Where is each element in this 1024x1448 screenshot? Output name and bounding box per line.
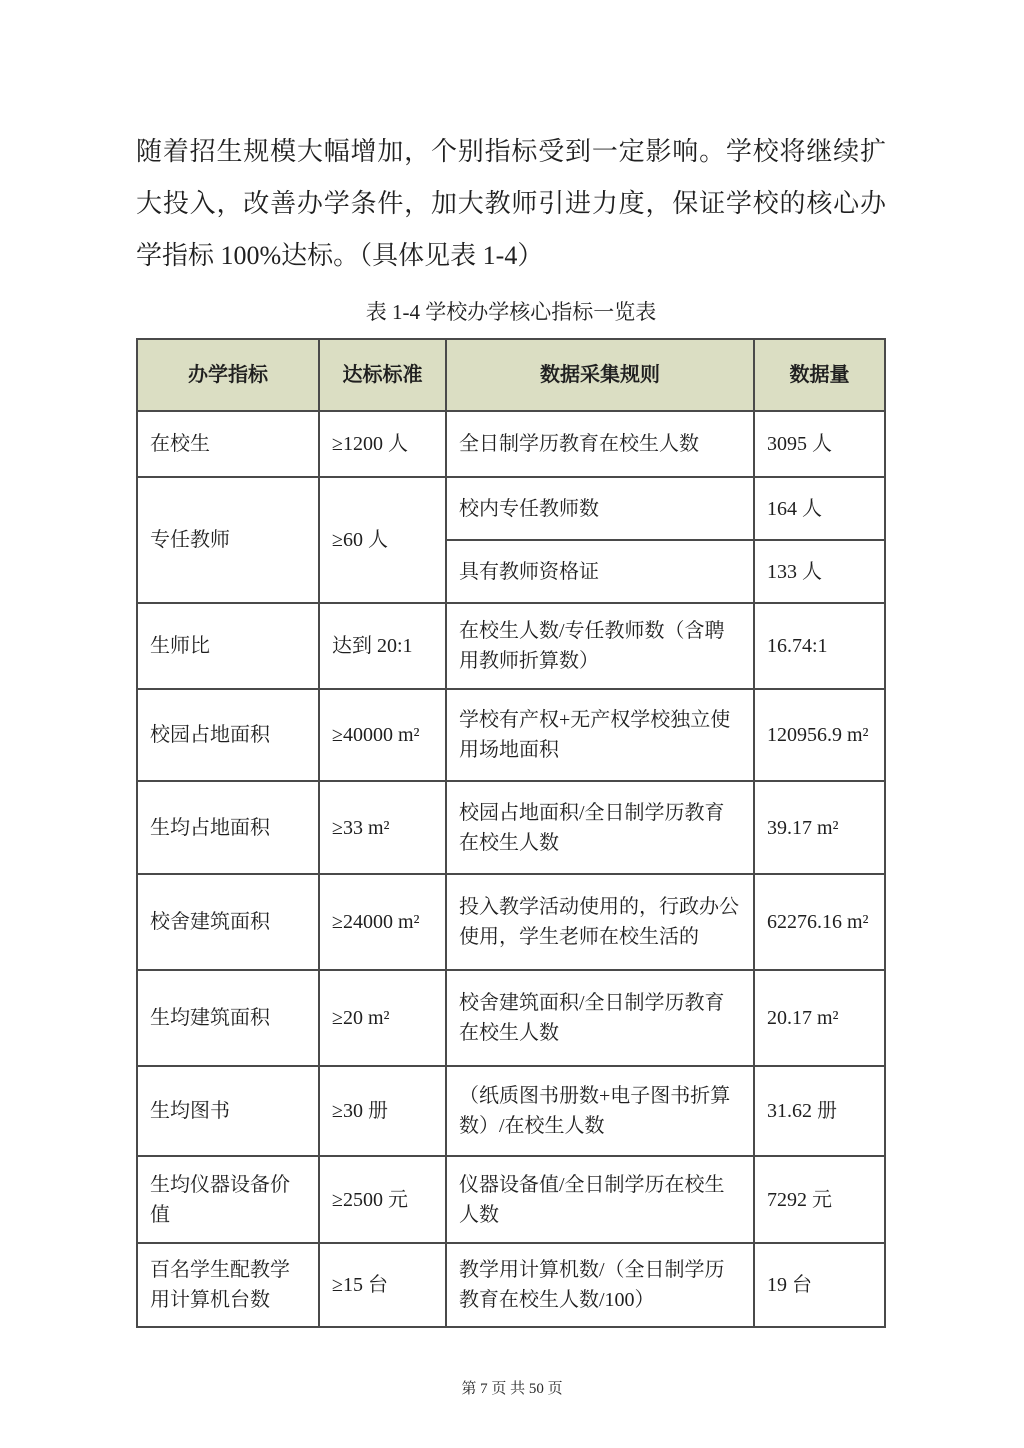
cell-value: 16.74:1 bbox=[754, 603, 885, 689]
cell-standard: ≥24000 m² bbox=[319, 874, 446, 970]
table-row bbox=[137, 970, 885, 1066]
cell-value: 20.17 m² bbox=[754, 970, 885, 1066]
table-row bbox=[137, 603, 885, 689]
cell-standard: ≥30 册 bbox=[319, 1066, 446, 1156]
cell-indicator: 百名学生配教学用计算机台数 bbox=[137, 1243, 319, 1327]
cell-rule: 具有教师资格证 bbox=[446, 540, 754, 603]
cell-indicator: 生均建筑面积 bbox=[137, 970, 319, 1066]
table-row bbox=[137, 781, 885, 874]
cell-indicator: 专任教师 bbox=[137, 477, 319, 603]
cell-rule: （纸质图书册数+电子图书折算数）/在校生人数 bbox=[446, 1066, 754, 1156]
table-row bbox=[137, 1156, 885, 1243]
cell-indicator: 校园占地面积 bbox=[137, 689, 319, 781]
table-row bbox=[137, 411, 885, 477]
header-standard: 达标标准 bbox=[319, 339, 446, 411]
cell-rule: 校内专任教师数 bbox=[446, 477, 754, 540]
cell-value: 31.62 册 bbox=[754, 1066, 885, 1156]
cell-indicator: 校舍建筑面积 bbox=[137, 874, 319, 970]
cell-standard: ≥1200 人 bbox=[319, 411, 446, 477]
cell-value: 62276.16 m² bbox=[754, 874, 885, 970]
table-row bbox=[137, 689, 885, 781]
table-row bbox=[137, 874, 885, 970]
table-header-row bbox=[137, 339, 885, 411]
cell-standard: ≥2500 元 bbox=[319, 1156, 446, 1243]
cell-standard: ≥15 台 bbox=[319, 1243, 446, 1327]
cell-value: 164 人 bbox=[754, 477, 885, 540]
cell-rule: 校舍建筑面积/全日制学历教育在校生人数 bbox=[446, 970, 754, 1066]
header-rule: 数据采集规则 bbox=[446, 339, 754, 411]
cell-rule: 仪器设备值/全日制学历在校生人数 bbox=[446, 1156, 754, 1243]
header-value: 数据量 bbox=[754, 339, 885, 411]
cell-rule: 全日制学历教育在校生人数 bbox=[446, 411, 754, 477]
cell-indicator: 生均仪器设备价值 bbox=[137, 1156, 319, 1243]
cell-indicator: 在校生 bbox=[137, 411, 319, 477]
cell-rule: 校园占地面积/全日制学历教育在校生人数 bbox=[446, 781, 754, 874]
core-indicators-table bbox=[136, 338, 886, 1328]
cell-standard: ≥60 人 bbox=[319, 477, 446, 603]
cell-indicator: 生师比 bbox=[137, 603, 319, 689]
table-row bbox=[137, 1066, 885, 1156]
cell-value: 133 人 bbox=[754, 540, 885, 603]
cell-standard: 达到 20:1 bbox=[319, 603, 446, 689]
page-content bbox=[136, 126, 886, 1328]
cell-standard: ≥40000 m² bbox=[319, 689, 446, 781]
cell-rule: 学校有产权+无产权学校独立使用场地面积 bbox=[446, 689, 754, 781]
cell-value: 3095 人 bbox=[754, 411, 885, 477]
table-row bbox=[137, 477, 885, 540]
table-caption: 表 1-4 学校办学核心指标一览表 bbox=[365, 300, 657, 324]
cell-value: 120956.9 m² bbox=[754, 689, 885, 781]
cell-value: 19 台 bbox=[754, 1243, 885, 1327]
cell-rule: 教学用计算机数/（全日制学历教育在校生人数/100） bbox=[446, 1243, 754, 1327]
cell-value: 39.17 m² bbox=[754, 781, 885, 874]
header-indicator: 办学指标 bbox=[137, 339, 319, 411]
cell-indicator: 生均图书 bbox=[137, 1066, 319, 1156]
cell-standard: ≥20 m² bbox=[319, 970, 446, 1066]
page-number: 第 7 页 共 50 页 bbox=[461, 1381, 563, 1397]
body-paragraph: 随着招生规模大幅增加，个别指标受到一定影响。学校将继续扩大投入，改善办学条件，加大教师引进力度，保证学校的核心办学指标 100%达标。（具体见表 1-4） bbox=[136, 137, 886, 270]
cell-rule: 在校生人数/专任教师数（含聘用教师折算数） bbox=[446, 603, 754, 689]
cell-value: 7292 元 bbox=[754, 1156, 885, 1243]
table-row bbox=[137, 1243, 885, 1327]
cell-standard: ≥33 m² bbox=[319, 781, 446, 874]
cell-rule: 投入教学活动使用的，行政办公使用，学生老师在校生活的 bbox=[446, 874, 754, 970]
cell-indicator: 生均占地面积 bbox=[137, 781, 319, 874]
